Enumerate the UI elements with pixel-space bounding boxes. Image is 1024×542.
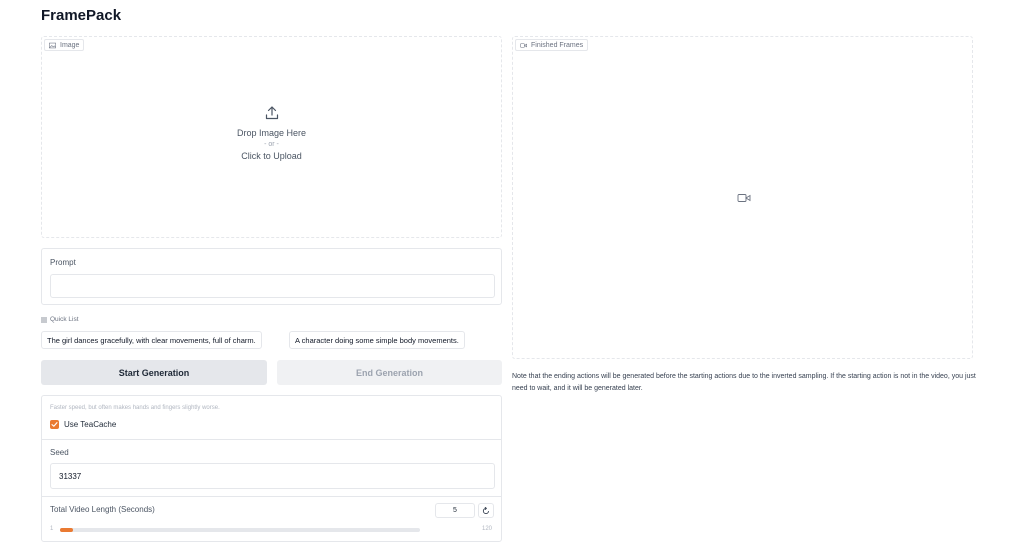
- seed-label: Seed: [50, 448, 69, 457]
- video-badge-icon: [520, 42, 527, 49]
- checkmark-icon: [51, 421, 58, 428]
- video-length-reset-button[interactable]: [478, 503, 494, 518]
- settings-panel: [41, 395, 502, 542]
- teacache-label: Use TeaCache: [64, 420, 117, 429]
- click-upload-text: Click to Upload: [241, 151, 302, 161]
- upload-icon: [264, 105, 280, 121]
- seed-input[interactable]: 31337: [50, 463, 495, 489]
- list-icon: [41, 317, 47, 323]
- prompt-input[interactable]: [50, 274, 495, 298]
- divider: [42, 439, 501, 440]
- slider-fill: [60, 528, 73, 532]
- divider: [42, 496, 501, 497]
- slider-min-label: 1: [50, 526, 54, 532]
- image-badge: [44, 39, 84, 51]
- frames-badge-label: Finished Frames: [531, 41, 584, 49]
- upload-dropzone[interactable]: [42, 105, 501, 161]
- prompt-panel: [41, 248, 502, 305]
- video-length-input[interactable]: 5: [435, 503, 475, 518]
- reset-icon: [482, 507, 490, 515]
- image-icon: [49, 42, 56, 49]
- quick-list-item[interactable]: A character doing some simple body movements.: [289, 331, 465, 349]
- or-text: - or -: [264, 141, 279, 148]
- note-text: Note that the ending actions will be generated before the starting actions due to the inverted sampling. If the starting action is not in the video, you just need to wait, and it will be generated later.: [512, 373, 976, 392]
- teacache-hint: Faster speed, but often makes hands and fingers slightly worse.: [50, 405, 220, 411]
- frames-badge: [515, 39, 588, 51]
- image-upload-panel[interactable]: [41, 36, 502, 238]
- teacache-checkbox[interactable]: [50, 420, 59, 429]
- quick-list-item[interactable]: The girl dances gracefully, with clear movements, full of charm.: [41, 331, 262, 349]
- quick-list-label-text: Quick List: [50, 316, 79, 323]
- video-icon: [737, 191, 751, 205]
- teacache-checkbox-row[interactable]: [50, 420, 116, 429]
- end-generation-button[interactable]: End Generation: [277, 360, 502, 385]
- start-generation-button[interactable]: Start Generation: [41, 360, 267, 385]
- prompt-label: Prompt: [50, 258, 76, 267]
- quick-list-label: [41, 316, 79, 323]
- app-title: FramePack: [41, 7, 122, 24]
- finished-frames-panel: [512, 36, 973, 359]
- video-length-slider[interactable]: [60, 528, 420, 532]
- image-badge-label: Image: [60, 41, 80, 49]
- slider-max-label: 120: [482, 526, 493, 532]
- drop-image-text: Drop Image Here: [236, 128, 307, 138]
- video-length-label: Total Video Length (Seconds): [50, 505, 155, 514]
